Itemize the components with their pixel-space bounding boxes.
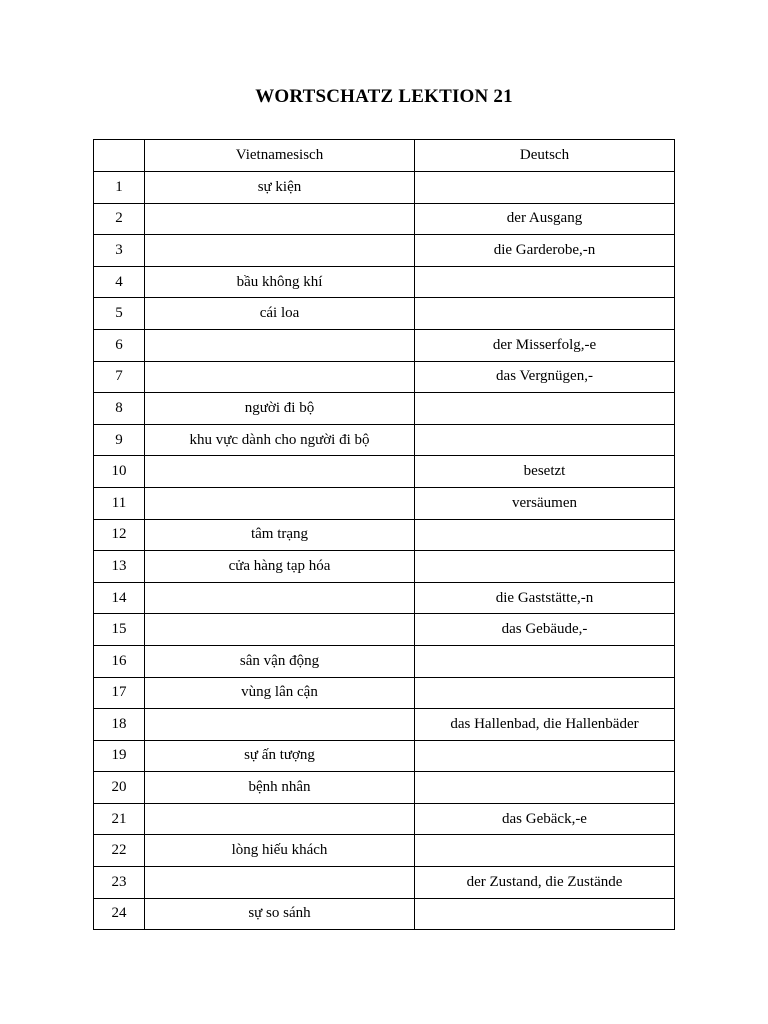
vietnamese-cell: vùng lân cận (145, 677, 415, 709)
german-cell: das Vergnügen,- (415, 361, 675, 393)
german-cell (415, 551, 675, 583)
row-number-cell: 14 (94, 582, 145, 614)
german-cell: das Hallenbad, die Hallenbäder (415, 709, 675, 741)
column-header-vietnamese: Vietnamesisch (145, 140, 415, 172)
table-row (94, 645, 675, 677)
vietnamese-cell: lòng hiếu khách (145, 835, 415, 867)
german-cell (415, 393, 675, 425)
table-row (94, 298, 675, 330)
german-cell: die Garderobe,-n (415, 235, 675, 267)
table-row (94, 772, 675, 804)
table-row (94, 709, 675, 741)
vietnamese-cell: bệnh nhân (145, 772, 415, 804)
vietnamese-cell (145, 867, 415, 899)
row-number-cell: 13 (94, 551, 145, 583)
table-row (94, 803, 675, 835)
table-row (94, 551, 675, 583)
vietnamese-cell: tâm trạng (145, 519, 415, 551)
vietnamese-cell (145, 487, 415, 519)
table-row (94, 361, 675, 393)
vietnamese-cell (145, 582, 415, 614)
row-number-cell: 24 (94, 898, 145, 930)
vietnamese-cell (145, 709, 415, 741)
row-number-cell: 17 (94, 677, 145, 709)
german-cell (415, 424, 675, 456)
table-row (94, 329, 675, 361)
vietnamese-cell: bầu không khí (145, 266, 415, 298)
vietnamese-cell: sân vận động (145, 645, 415, 677)
vietnamese-cell: sự so sánh (145, 898, 415, 930)
row-number-cell: 4 (94, 266, 145, 298)
table-row (94, 487, 675, 519)
column-header-german: Deutsch (415, 140, 675, 172)
table-row (94, 235, 675, 267)
german-cell (415, 298, 675, 330)
row-number-cell: 2 (94, 203, 145, 235)
row-number-cell: 12 (94, 519, 145, 551)
vietnamese-cell (145, 361, 415, 393)
table-row (94, 203, 675, 235)
row-number-cell: 20 (94, 772, 145, 804)
row-number-cell: 19 (94, 740, 145, 772)
table-row (94, 835, 675, 867)
row-number-cell: 5 (94, 298, 145, 330)
german-cell (415, 835, 675, 867)
vietnamese-cell (145, 614, 415, 646)
page-title: WORTSCHATZ LEKTION 21 (255, 86, 513, 107)
german-cell: der Misserfolg,-e (415, 329, 675, 361)
row-number-cell: 18 (94, 709, 145, 741)
row-number-cell: 15 (94, 614, 145, 646)
table-row (94, 898, 675, 930)
german-cell: der Zustand, die Zustände (415, 867, 675, 899)
row-number-cell: 10 (94, 456, 145, 488)
vietnamese-cell: cửa hàng tạp hóa (145, 551, 415, 583)
row-number-cell: 8 (94, 393, 145, 425)
row-number-cell: 22 (94, 835, 145, 867)
row-number-cell: 23 (94, 867, 145, 899)
vietnamese-cell: cái loa (145, 298, 415, 330)
german-cell (415, 519, 675, 551)
german-cell (415, 740, 675, 772)
table-row (94, 172, 675, 204)
table-row (94, 677, 675, 709)
german-cell (415, 645, 675, 677)
row-number-cell: 9 (94, 424, 145, 456)
row-number-cell: 3 (94, 235, 145, 267)
german-cell (415, 898, 675, 930)
table-row (94, 582, 675, 614)
vietnamese-cell: sự ấn tượng (145, 740, 415, 772)
row-number-cell: 21 (94, 803, 145, 835)
vietnamese-cell: khu vực dành cho người đi bộ (145, 424, 415, 456)
table-body (94, 172, 675, 930)
german-cell (415, 772, 675, 804)
vocabulary-table (93, 139, 675, 930)
table-row (94, 266, 675, 298)
row-number-cell: 7 (94, 361, 145, 393)
table-row (94, 614, 675, 646)
german-cell (415, 172, 675, 204)
row-number-cell: 16 (94, 645, 145, 677)
column-header-number (94, 140, 145, 172)
german-cell: das Gebäck,-e (415, 803, 675, 835)
german-cell: versäumen (415, 487, 675, 519)
table-row (94, 424, 675, 456)
german-cell: das Gebäude,- (415, 614, 675, 646)
table-row (94, 740, 675, 772)
vietnamese-cell (145, 456, 415, 488)
table-row (94, 867, 675, 899)
vietnamese-cell (145, 803, 415, 835)
vietnamese-cell: sự kiện (145, 172, 415, 204)
row-number-cell: 6 (94, 329, 145, 361)
row-number-cell: 11 (94, 487, 145, 519)
table-row (94, 393, 675, 425)
vietnamese-cell (145, 329, 415, 361)
vietnamese-cell (145, 203, 415, 235)
german-cell: besetzt (415, 456, 675, 488)
german-cell: die Gaststätte,-n (415, 582, 675, 614)
vietnamese-cell: người đi bộ (145, 393, 415, 425)
table-header-row (94, 140, 675, 172)
german-cell (415, 677, 675, 709)
row-number-cell: 1 (94, 172, 145, 204)
table-row (94, 456, 675, 488)
vietnamese-cell (145, 235, 415, 267)
table-row (94, 519, 675, 551)
german-cell: der Ausgang (415, 203, 675, 235)
german-cell (415, 266, 675, 298)
